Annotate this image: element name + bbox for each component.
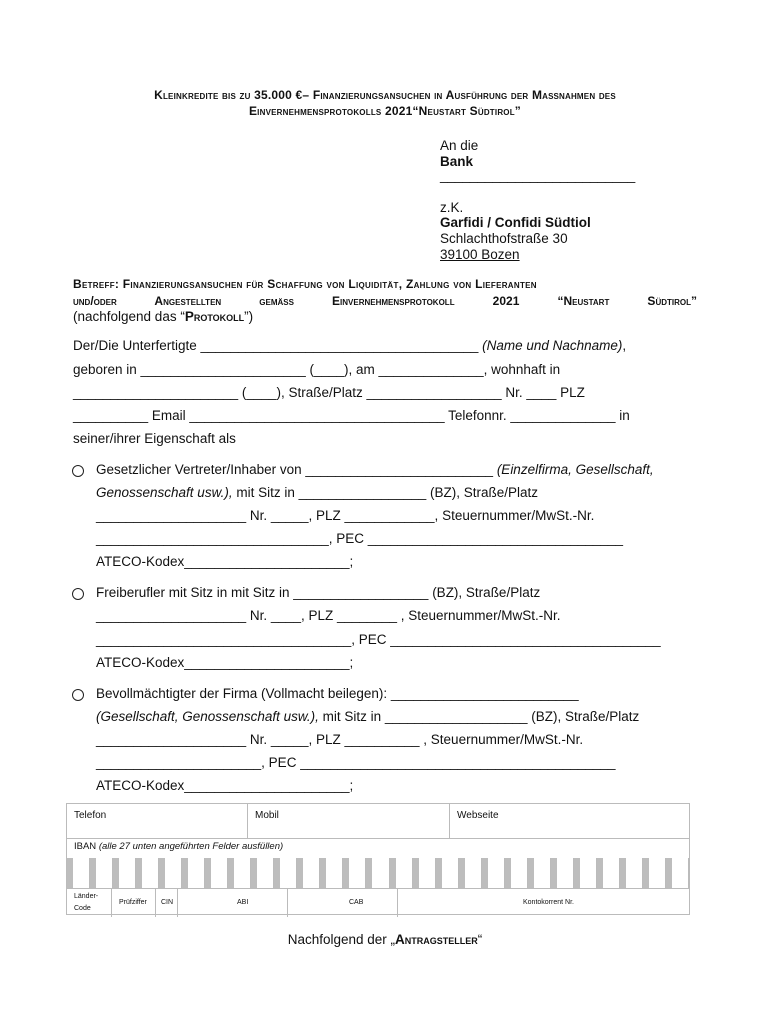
iban-char-box[interactable]: [297, 858, 320, 888]
iban-char-box[interactable]: [482, 858, 505, 888]
option3-line5[interactable]: ATECO-Kodex______________________;: [96, 778, 354, 793]
iban-char-box[interactable]: [366, 858, 389, 888]
telefon-field[interactable]: [67, 804, 247, 838]
form-line-contact[interactable]: __________ Email __________________________________ Telefonnr. ______________ in: [73, 408, 630, 423]
webseite-label: Webseite: [457, 810, 499, 821]
iban-char-box[interactable]: [597, 858, 620, 888]
iban-boxes[interactable]: [67, 858, 689, 888]
iban-box-shade: [643, 858, 649, 888]
contact-iban-table: [66, 803, 690, 915]
option1-line1-italic: (Einzelfirma, Gesellschaft,: [496, 462, 654, 477]
webseite-field[interactable]: [450, 804, 690, 838]
option3-line1[interactable]: Bevollmächtigter der Firma (Vollmacht beilegen): _________________________: [96, 686, 579, 701]
iban-char-box[interactable]: [136, 858, 159, 888]
iban-segment-divider: [287, 889, 288, 917]
iban-char-box[interactable]: [228, 858, 251, 888]
option1-line1[interactable]: [96, 462, 654, 477]
iban-char-box[interactable]: [413, 858, 436, 888]
iban-box-shade: [274, 858, 280, 888]
address-street: Schlachthofstraße 30: [440, 231, 568, 246]
kontokorrent-label: Kontokorrent Nr.: [523, 899, 574, 906]
iban-char-box[interactable]: [90, 858, 113, 888]
form-line-name-text: Der/Die Unterfertigte _____________________________________: [73, 338, 479, 353]
telefon-label: Telefon: [74, 810, 107, 821]
iban-box-shade: [390, 858, 396, 888]
iban-char-box[interactable]: [274, 858, 297, 888]
betreff-protokoll: Protokoll: [184, 309, 245, 324]
iban-char-box[interactable]: [643, 858, 666, 888]
address-city: 39100 Bozen: [440, 247, 520, 262]
option1-line3[interactable]: ____________________ Nr. _____, PLZ ____________, Steuernummer/MwSt.-Nr.: [96, 508, 595, 523]
iban-box-shade: [482, 858, 488, 888]
option3-line4[interactable]: ______________________, PEC __________________________________________: [96, 755, 616, 770]
form-line-capacity: seiner/ihrer Eigenschaft als: [73, 431, 236, 446]
footer-suffix: “: [477, 932, 483, 947]
address-an-die: An die: [440, 138, 479, 153]
footer-prefix: Nachfolgend der „: [287, 932, 396, 947]
iban-box-shade: [666, 858, 672, 888]
iban-box-shade: [436, 858, 442, 888]
option3-line2-text: mit Sitz in ___________________ (BZ), Straße/Platz: [318, 709, 640, 724]
betreff-line2: und/oder Angestellten gemäß Einvernehmensprotokoll 2021 “Neustart Südtirol”: [73, 294, 697, 308]
iban-char-box[interactable]: [390, 858, 413, 888]
footer-antragsteller-bold: Antragsteller: [395, 932, 478, 947]
option2-line3[interactable]: __________________________________, PEC ____________________________________: [96, 632, 661, 647]
option3-line2-italic: (Gesellschaft, Genossenschaft usw.),: [96, 709, 319, 724]
option1-line2[interactable]: [96, 485, 538, 500]
iban-char-box[interactable]: [320, 858, 343, 888]
option2-radio[interactable]: [72, 588, 84, 600]
footer-antragsteller: [0, 932, 770, 947]
address-bank: Bank: [440, 154, 474, 169]
iban-segment-divider: [177, 889, 178, 917]
option1-radio[interactable]: [72, 465, 84, 477]
form-line-name-end: ,: [622, 338, 627, 353]
iban-char-box[interactable]: [666, 858, 689, 888]
option1-line5[interactable]: ATECO-Kodex______________________;: [96, 554, 354, 569]
iban-char-box[interactable]: [551, 858, 574, 888]
laender-code-label-2: Code: [74, 905, 91, 912]
address-garfidi: Garfidi / Confidi Südtiol: [440, 215, 591, 230]
laender-code-label-1: Länder-: [74, 893, 99, 900]
iban-char-box[interactable]: [343, 858, 366, 888]
mobil-field[interactable]: [248, 804, 448, 838]
option3-line3[interactable]: ____________________ Nr. _____, PLZ __________ , Steuernummer/MwSt.-Nr.: [96, 732, 584, 747]
betreff-line1: Betreff: Finanzierungsansuchen für Schaffung von Liquidität, Zahlung von Lieferanten: [73, 277, 537, 291]
iban-char-box[interactable]: [459, 858, 482, 888]
iban-char-box[interactable]: [528, 858, 551, 888]
mobil-label: Mobil: [255, 810, 279, 821]
betreff-line3-prefix: (nachfolgend das “: [73, 309, 185, 324]
iban-char-box[interactable]: [205, 858, 228, 888]
iban-note: (alle 27 unten angeführten Felder ausfüllen): [96, 841, 284, 852]
form-line-name[interactable]: [73, 338, 626, 353]
iban-box-shade: [205, 858, 211, 888]
pruefziffer-label: Prüfziffer: [119, 899, 147, 906]
iban-box-shade: [159, 858, 165, 888]
iban-label: IBAN: [74, 841, 97, 852]
option2-line2[interactable]: ____________________ Nr. ____, PLZ ________ , Steuernummer/MwSt.-Nr.: [96, 608, 561, 623]
document-title-line2: Einvernehmensprotokolls 2021“Neustart Südtirol”: [248, 104, 522, 118]
iban-segment-divider: [397, 889, 398, 917]
iban-box-shade: [597, 858, 603, 888]
iban-box-shade: [320, 858, 326, 888]
iban-box-shade: [297, 858, 303, 888]
iban-box-shade: [67, 858, 73, 888]
iban-box-shade: [505, 858, 511, 888]
option3-radio[interactable]: [72, 689, 84, 701]
address-zk: z.K.: [440, 200, 464, 215]
iban-char-box[interactable]: [505, 858, 528, 888]
option2-line4[interactable]: ATECO-Kodex______________________;: [96, 655, 354, 670]
option3-line2[interactable]: [96, 709, 639, 724]
iban-segment-divider: [155, 889, 156, 917]
iban-box-shade: [113, 858, 119, 888]
iban-box-shade: [136, 858, 142, 888]
iban-header: [67, 838, 689, 858]
contact-row: [67, 804, 689, 839]
form-line-name-italic: (Name und Nachname): [478, 338, 623, 353]
iban-box-shade: [228, 858, 234, 888]
iban-box-shade: [574, 858, 580, 888]
address-bank-blank[interactable]: __________________________: [440, 168, 636, 183]
iban-box-shade: [90, 858, 96, 888]
form-line-address[interactable]: ______________________ (____), Straße/Platz __________________ Nr. ____ PLZ: [73, 385, 585, 400]
option1-line2-italic: Genossenschaft usw.),: [96, 485, 233, 500]
iban-char-box[interactable]: [113, 858, 136, 888]
iban-char-box[interactable]: [436, 858, 459, 888]
option1-line1-text: Gesetzlicher Vertreter/Inhaber von _________________________: [96, 462, 497, 477]
iban-box-shade: [251, 858, 257, 888]
cab-label: CAB: [349, 899, 364, 906]
iban-box-shade: [413, 858, 419, 888]
betreff-line3: [73, 309, 253, 324]
form-line-birth[interactable]: geboren in ______________________ (____), am ______________, wohnhaft in: [73, 362, 561, 377]
iban-box-shade: [343, 858, 349, 888]
iban-box-shade: [366, 858, 372, 888]
iban-box-shade: [528, 858, 534, 888]
iban-char-box[interactable]: [251, 858, 274, 888]
iban-char-box[interactable]: [574, 858, 597, 888]
option1-line4[interactable]: _______________________________, PEC __________________________________: [96, 531, 624, 546]
iban-box-shade: [620, 858, 626, 888]
abi-label: ABI: [237, 899, 249, 906]
iban-box-shade: [551, 858, 557, 888]
iban-segment-divider: [111, 889, 112, 917]
iban-segment-labels: [67, 888, 689, 917]
iban-box-shade: [459, 858, 465, 888]
cin-label: CIN: [161, 899, 174, 906]
iban-char-box[interactable]: [67, 858, 90, 888]
iban-char-box[interactable]: [182, 858, 205, 888]
option2-line1[interactable]: Freiberufler mit Sitz in mit Sitz in __________________ (BZ), Straße/Platz: [96, 585, 541, 600]
iban-char-box[interactable]: [620, 858, 643, 888]
iban-char-box[interactable]: [159, 858, 182, 888]
option1-line2-text: mit Sitz in _________________ (BZ), Straße/Platz: [232, 485, 538, 500]
betreff-line3-suffix: ”): [244, 309, 254, 324]
document-title-line1: Kleinkredite bis zu 35.000 €– Finanzierungsansuchen in Ausführung der Maßnahmen des: [154, 88, 616, 102]
iban-box-shade: [182, 858, 188, 888]
